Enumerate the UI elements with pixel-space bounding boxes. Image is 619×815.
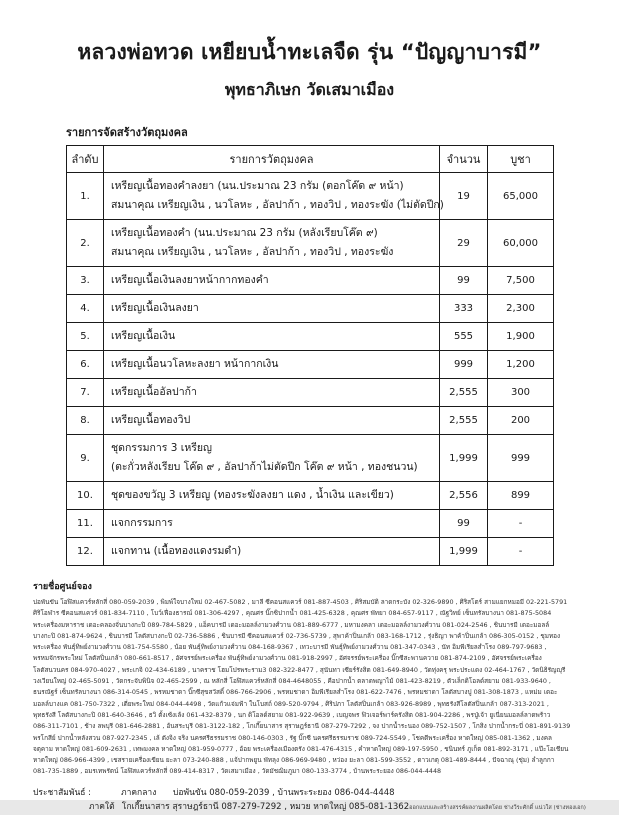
item-line: ชุดกรรมการ 3 เหรียญ [111, 442, 213, 454]
item-line: เหรียญเนื้ออัลปาก้า [111, 386, 197, 398]
booking-line: พระเครื่อง พันธุ์ทิพย์งามวงศ์วาน 081-754-5580 , น้อย พันธุ์ทิพย์งามวงศ์วาน 084-168-9367 , เทวะบารมี พันธุ์ทิพย์งามวงศ์วาน 081-347-0343 , นัท อิมพีเรียลสำโรง 089-797-9683 , [33, 643, 547, 652]
item-description-cell [104, 267, 440, 295]
item-line: เหรียญเนื้อเงินลงยาหน้ากากทองคำ [111, 274, 269, 286]
design-credit: ออกแบบและสร้างสรรค์ผลงานผลิตโดย ช่างวีระศักดิ์ แน่วใส (ช่างทองเอก) [409, 804, 586, 811]
page-title: หลวงพ่อทวด เหยียบน้ำทะเลจืด รุ่น “ปัญญาบารมี” [77, 40, 542, 64]
item-line: แจกทาน (เนื้อทองแดงรมดำ) [111, 545, 242, 557]
price-cell: 300 [488, 379, 554, 407]
row-number-cell: 1. [67, 173, 104, 220]
row-number-cell: 3. [67, 267, 104, 295]
row-number-cell: 2. [67, 220, 104, 267]
pr-row-south [33, 800, 586, 815]
booking-lines [33, 597, 586, 778]
table-row [67, 351, 554, 379]
quantity-cell: 333 [440, 295, 488, 323]
item-description-cell [104, 538, 440, 566]
table-row [67, 379, 554, 407]
price-cell: 60,000 [488, 220, 554, 267]
quantity-cell: 99 [440, 267, 488, 295]
table-row [67, 323, 554, 351]
booking-line: วงเวียนใหญ่ 02-465-5091 , วัดกระจับพินิจ 02-465-2599 , ณ หลักสี่ โอฬิสแควร์หลักสี่ 084-4648055 , คือปากน้ำ ตลาดพญาไม้ 081-423-8219 , ตัวเล็กดิโอลด์สยาม 081-933-9640 , [33, 677, 551, 686]
table-section-label: รายการจัดสร้างวัตถุมงคล [66, 126, 188, 139]
table-row [67, 267, 554, 295]
table-row [67, 538, 554, 566]
item-line: สมนาคุณ เหรียญเงิน , นวโลหะ , อัลปาก้า , ทองวิป , ทองระฆัง [111, 246, 394, 258]
row-number-cell: 5. [67, 323, 104, 351]
price-cell: 2,300 [488, 295, 554, 323]
pr-section [33, 786, 586, 815]
pr-region-central: ภาคกลาง [121, 787, 157, 798]
item-line: เหรียญเนื้อทองวิป [111, 414, 191, 426]
price-cell: 65,000 [488, 173, 554, 220]
item-description-cell [104, 435, 440, 482]
row-number-cell: 11. [67, 510, 104, 538]
price-cell: 899 [488, 482, 554, 510]
item-line: เหรียญเนื้อทองคำลงยา (นน.ประมาณ 23 กรัม (ตอกโค๊ด ๙ หน้า) [111, 180, 404, 192]
table-row [67, 482, 554, 510]
header-no: ลำดับ [67, 146, 104, 173]
booking-line: บางกะปิ 081-874-9624 , ชินบารมี โลตัสบางกะปิ 02-736-5886 , ชินบารมี ซีคอนสแควร์ 02-736-5739 , สุพาค้าปิ่นเกล้า 083-168-1712 , รุ่งธิญา พาค้าปิ่นเกล้า 086-305-0152 , ชุมทอง [33, 631, 561, 640]
quantity-cell: 1,999 [440, 435, 488, 482]
item-line: ชุดของขวัญ 3 เหรียญ (ทองระฆังลงยา แดง , น้ำเงิน และเขียว) [111, 489, 394, 501]
booking-header: รายชื่อศูนย์จอง [33, 582, 92, 592]
quantity-cell: 19 [440, 173, 488, 220]
item-description-cell [104, 295, 440, 323]
items-table-header [67, 146, 554, 173]
booking-line: 086-311-7101 , ช้าง ลพบุรี 081-646-2881 , อ้นสระบุรี 081-3122-182 , โกเกี๊ยนาสาร สุราษฎร์ธานี 087-279-7292 , จง ปากน้ำระนอง 089-752-1507 , โกสิง ปากน้ำกระบี่ 081-891-9139 [33, 722, 571, 731]
table-row [67, 295, 554, 323]
table-row [67, 435, 554, 482]
items-table [66, 145, 554, 566]
quantity-cell: 999 [440, 351, 488, 379]
row-number-cell: 12. [67, 538, 104, 566]
item-description-cell [104, 510, 440, 538]
item-line: (ตะกั่วหลังเรียบ โค๊ด ๙ , อัลปาก้าไม่ตัดปีก โค๊ต ๙ หน้า , ทองชนวน) [111, 461, 418, 473]
quantity-cell: 2,555 [440, 379, 488, 407]
item-line: เหรียญเนื้อเงิน [111, 330, 176, 342]
header-row [67, 146, 554, 173]
quantity-cell: 29 [440, 220, 488, 267]
item-description-cell [104, 351, 440, 379]
pr-central-contacts: บ่อพันขัน 080-059-2039 , บ้านพระระยอง 086-044-4448 [173, 787, 395, 798]
header-item: รายการวัตถุมงคล [104, 146, 440, 173]
booking-line: มอลล์บางแค 081-750-7322 , เตี่ยพระใหม่ 084-044-4498 , วัดแก้วแจ่มฟ้า ในโบสถ์ 089-520-9794 , ศิริปภา โลตัสปิ่นเกล้า 083-926-8989 , พุทธรังสีโลตัสปิ่นเกล้า 087-313-2021 , [33, 699, 549, 708]
booking-line: บ่อพันขัน โอฬิสแควร์หลักสี่ 080-059-2039 , พิมพ์ใจบางใหม่ 02-467-5082 , มาลี ซีคอนสแควร์ 081-887-4503 , ศิริสมบัติ ลาดกระบัง 02-326-9890 , ศิริสโตร์ สามแยกหมอมี 02-221-5791 [33, 598, 568, 606]
booking-line: พรโกสีย์ ปากน้ำหลังสวน 087-927-2345 , เล้ ตังจิง จริง นครศรีธรรมราช 080-146-0303 , รัฐ บิ๊กซี นครศรีธรรมราช 089-724-5549 , โชคดีพระเครื่อง หาดใหญ่ 085-081-1362 , มงคล [33, 733, 552, 742]
item-description-cell [104, 407, 440, 435]
item-description-cell [104, 482, 440, 510]
header-qty: จำนวน [440, 146, 488, 173]
booking-line: จตุคาม หาดใหญ่ 081-609-2631 , เทพมงคล หาดใหญ่ 081-959-0777 , อ้อย พระเครื่องเมืองตรัง 081-476-4315 , คำหาดใหญ่ 089-197-5950 , ชนินทร์ ภูเก็ต 081-892-3171 , แป๊ะโอเชียน [33, 744, 569, 753]
table-row [67, 173, 554, 220]
item-line: เหรียญเนื้อนวโลหะลงยา หน้ากากเงิน [111, 358, 279, 370]
row-number-cell: 7. [67, 379, 104, 407]
booking-line: โลตัสนวนคร 084-970-4027 , พระเกจิ 02-434-6189 , นาคราช โฮมโปรพระราม3 082-322-8477 , สุนันทา เซียร์รังสิต 081-649-8940 , วัดทุ่งครุ พระประแดง 02-464-1767 , วัดนิธิรัญญุรี [33, 665, 566, 674]
item-line: แจกกรรมการ [111, 517, 173, 529]
pr-region-south: ภาคใต้ [88, 801, 115, 812]
pr-south-contacts: โกเกี๊ยนาสาร สุราษฎร์ธานี 087-279-7292 , หมวย หาดใหญ่ 085-081-1362 [121, 801, 410, 812]
price-cell: - [488, 538, 554, 566]
booking-line: 081-735-1889 , อมรเทพรัตน์ โอฬิสแควร์หลักสี่ 089-414-8317 , วัดเสมาเมือง , วัดมัชฌิมภูมา 080-133-3774 , บ้านพระระยอง 086-044-4448 [33, 767, 442, 776]
price-cell: - [488, 510, 554, 538]
price-cell: 1,900 [488, 323, 554, 351]
header-price: บูชา [488, 146, 554, 173]
item-description-cell [104, 220, 440, 267]
quantity-cell: 2,556 [440, 482, 488, 510]
item-description-cell [104, 323, 440, 351]
row-number-cell: 9. [67, 435, 104, 482]
item-line: เหรียญเนื้อเงินลงยา [111, 302, 199, 314]
table-row [67, 407, 554, 435]
booking-line: ธนรณัฐร์ เซ็นทรัลบางนา 086-314-0545 , พรหมชาดา บิ๊กซีสุขสวัสดิ์ 086-766-2906 , พรหมชาดา อิมพีเรียลสำโรง 081-622-7476 , พรหมชาดา โลตัสบางปู 081-308-1873 , แหม่ม เดอะ [33, 688, 558, 697]
row-number-cell: 6. [67, 351, 104, 379]
row-number-cell: 10. [67, 482, 104, 510]
quantity-cell: 2,555 [440, 407, 488, 435]
page-subtitle: พุทธาภิเษก วัดเสมาเมือง [224, 80, 395, 99]
item-description-cell [104, 173, 444, 220]
price-cell: 7,500 [488, 267, 554, 295]
price-cell: 200 [488, 407, 554, 435]
row-number-cell: 8. [67, 407, 104, 435]
pr-label: ประชาสัมพันธ์ : [33, 787, 92, 798]
table-row [67, 510, 554, 538]
booking-section [33, 579, 586, 778]
booking-line: พุทธรังสี โลตัสบางกะปิ 081-640-3646 , ธวิ ตั้งเซ้งเล้ง 061-432-8379 , นก ดิโอลด์สยาม 081-922-9639 , เบญจพร ฟิวเจอร์พาร์ครังสิต 081-904-2286 , พรปู่เจ้า ยูเนี่ยนมอลล์ลาดพร้าว [33, 710, 551, 719]
quantity-cell: 99 [440, 510, 488, 538]
price-cell: 999 [488, 435, 554, 482]
booking-line: พระเครื่องมหาราช เดอะคลองจั่นบางกะปิ 089-784-5829 , แอ็คบารมี เดอะมอลล์งามวงศ์วาน 081-889-6777 , มหามงคลา เดอะมอลล์งามวงศ์วาน 081-024-2546 , ชินบารมี เดอะมอลล์ [33, 620, 550, 629]
price-cell: 1,200 [488, 351, 554, 379]
pr-row-central [33, 786, 586, 800]
item-line: เหรียญเนื้อทองคำ (นน.ประมาณ 23 กรัม (หลังเรียบโค๊ต ๙) [111, 227, 378, 239]
booking-line: หาดใหญ่ 086-966-4399 , เชสรายเครื่องเขียน ยะลา 073-240-888 , แจ้ปากพยูน พัทลุง 086-969-9480 , หว่อง ยะลา 081-599-3552 , ดาวเกตุ 081-489-8444 , ปัจฉาณุ (ชุ่ม) ลำลูกกา [33, 756, 555, 765]
quantity-cell: 1,999 [440, 538, 488, 566]
booking-line: พรหมจักรพระใหม่ โลตัสปิ่นเกล้า 080-661-8517 , อัศจรรย์พระเครื่อง พันธุ์ทิพย์งามวงศ์วาน 081-918-2997 , อัศจรรย์พระเครื่อง บิ๊กซีสะพานควาย 081-874-2109 , อัศจรรย์พระเครื่อง [33, 654, 542, 663]
item-line: สมนาคุณ เหรียญเงิน , นวโลหะ , อัลปาก้า , ทองวิป , ทองระฆัง (ไม่ตัดปีก) [111, 199, 444, 211]
booking-line: ศิริโอฬาร ซีคอนสแควร์ 081-834-7110 , โบว์เฟื่องธารณ์ 081-306-4297 , คุณศร นิ๊กซิปากน้ำ 081-425-6328 , คุณศร พัทยา 084-657-9117 , ณัฐวิทย์ เซ็นทรัลบางนา 081-875-5084 [33, 609, 552, 618]
row-number-cell: 4. [67, 295, 104, 323]
items-table-body [67, 173, 554, 566]
item-description-cell [104, 379, 440, 407]
quantity-cell: 555 [440, 323, 488, 351]
table-row [67, 220, 554, 267]
